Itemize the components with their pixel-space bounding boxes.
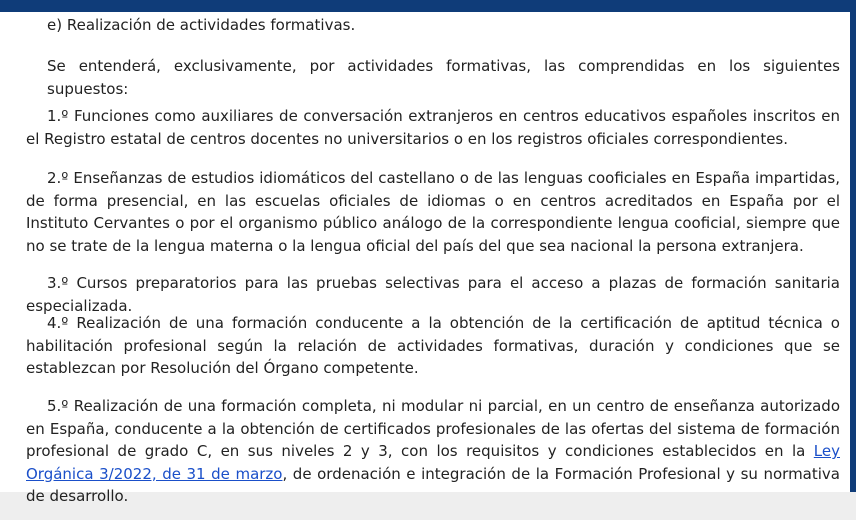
top-frame-bar bbox=[0, 0, 856, 12]
list-item-1 bbox=[26, 105, 840, 150]
right-frame-bar bbox=[850, 0, 856, 492]
list-item-1-text: 1.º Funciones como auxiliares de conversación extranjeros en centros educativos españoles inscritos en el Registro estatal de centros docentes no universitarios o en los registros oficiales correspondientes. bbox=[26, 107, 840, 148]
list-item-4 bbox=[26, 312, 840, 380]
list-item-5-text-after: , de ordenación e integración de la Formación Profesional y su normativa de desarrollo. bbox=[26, 464, 840, 505]
list-item-2 bbox=[26, 167, 840, 257]
list-item-5-text-before: 5.º Realización de una formación completa, ni modular ni parcial, en un centro de enseñanza autorizado en España, conducente a la obtención de certificados profesionales de las ofertas del sistema de formación profesional de grado C, en sus niveles 2 y 3, con los requisitos y condiciones establecidos en la bbox=[26, 397, 840, 460]
list-item-2-text: 2.º Enseñanzas de estudios idiomáticos del castellano o de las lenguas cooficiales en España impartidas, de forma presencial, en las escuelas oficiales de idiomas o en centros acreditados en España por el Instituto Cervantes o por el organismo público análogo de la correspondiente lengua cooficial, siempre que no se trate de la lengua materna o la lengua oficial del país del que sea nacional la persona extranjera. bbox=[26, 169, 840, 255]
section-heading: e) Realización de actividades formativas. bbox=[47, 16, 356, 34]
list-item-3-text: 3.º Cursos preparatorios para las pruebas selectivas para el acceso a plazas de formación sanitaria especializada. bbox=[26, 274, 840, 315]
document-content bbox=[0, 12, 850, 505]
section-intro: Se entenderá, exclusivamente, por actividades formativas, las comprendidas en los siguientes supuestos: bbox=[47, 57, 840, 98]
list-item-3 bbox=[26, 272, 840, 317]
law-reference-link[interactable]: Ley Orgánica 3/2022, de 31 de marzo bbox=[26, 442, 840, 483]
list-item-4-text: 4.º Realización de una formación conducente a la obtención de la certificación de aptitud técnica o habilitación profesional según la relación de actividades formativas, duración y condiciones que se establezcan por Resolución del Órgano competente. bbox=[26, 314, 840, 377]
list-item-5 bbox=[26, 395, 840, 508]
